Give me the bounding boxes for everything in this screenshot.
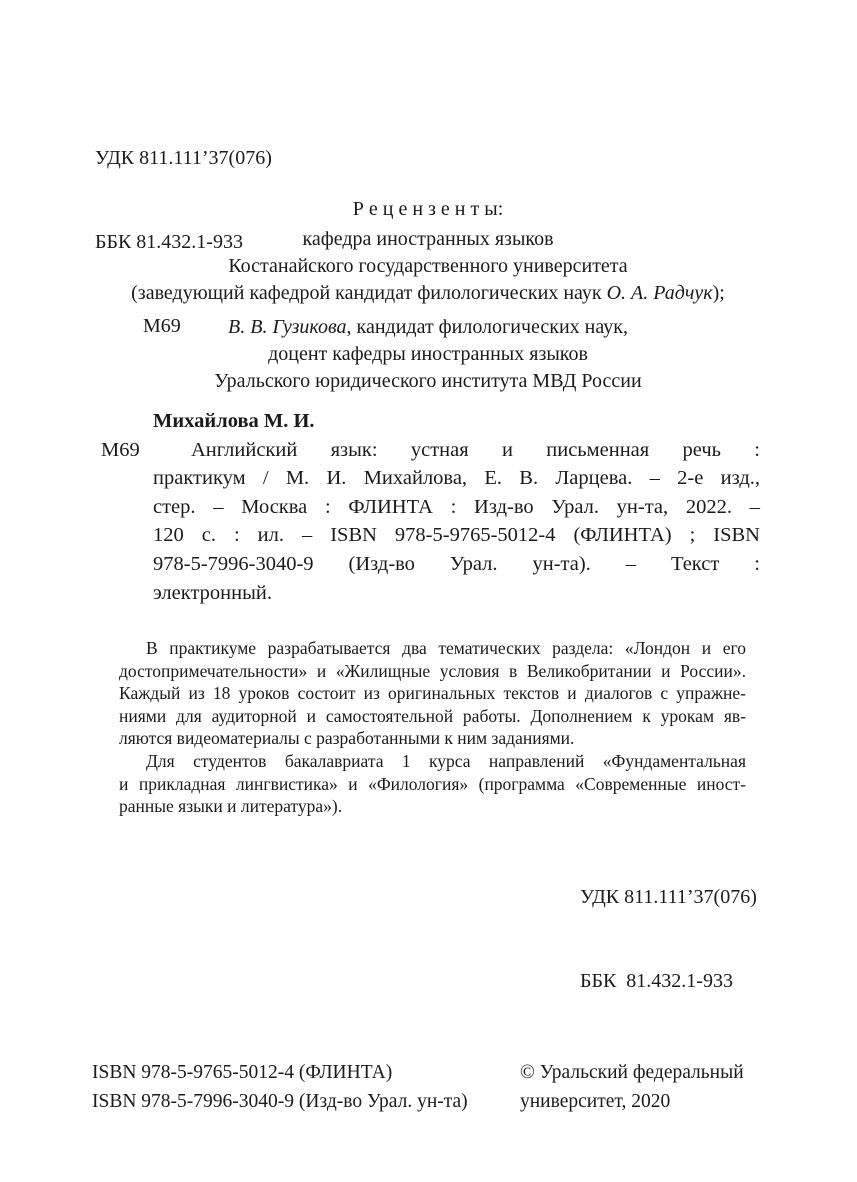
reviewer-name: В. В. Гузикова [228, 316, 347, 338]
reviewer-degree: , кандидат филологических наук, [346, 316, 628, 338]
author-sign-entry: М69 [101, 438, 140, 461]
isbn-block [92, 1058, 520, 1116]
udk-code-bottom: УДК 811.111’37(076) [580, 886, 757, 908]
annotation-line: и прикладная лингвистика» и «Филология» (программа «Современные иност- [119, 773, 746, 794]
reviewer-head-line [95, 280, 761, 307]
reviewer-head-suffix: ); [712, 282, 725, 304]
annotation-line: Для студентов бакалавриата 1 курса направлений «Фундаментальная [146, 750, 746, 771]
bib-line: 120 с. : ил. – ISBN 978-5-9765-5012-4 (ФЛИНТА) ; ISBN [153, 524, 760, 547]
bib-line: электронный. [153, 581, 272, 604]
bibliographic-entry [95, 407, 761, 607]
reviewers-block [95, 196, 761, 395]
annotation-block [119, 637, 746, 818]
annotation-line: ляются видеоматериалы с разработанными к ним заданиями. [119, 728, 575, 749]
bib-line: Английский язык: устная и письменная речь : [191, 438, 760, 461]
copyright-line: © Уральский федеральный [520, 1062, 744, 1083]
bibliographic-description [101, 436, 760, 608]
isbn-flinta: ISBN 978-5-9765-5012-4 (ФЛИНТА) [92, 1062, 393, 1083]
annotation-line: В практикуме разрабатывается два тематических раздела: «Лондон и его [146, 638, 746, 658]
bbk-code-bottom: ББК 81.432.1-933 [580, 970, 733, 992]
reviewer-position-line: доцент кафедры иностранных языков [268, 343, 588, 365]
author-sign-top: М69 [143, 315, 181, 337]
annotation-line: ранные языки и литература»). [119, 796, 343, 817]
bib-line: практикум / М. И. Михайлова, Е. В. Ларцева. – 2-е изд., [153, 467, 760, 490]
copyright-line: университет, 2020 [520, 1091, 671, 1112]
copyright-block [520, 1058, 762, 1116]
udk-code-top: УДК 811.111’37(076) [95, 147, 272, 169]
bbk-code-top: ББК 81.432.1-933 [95, 231, 243, 253]
bottom-classification-codes [580, 827, 757, 1051]
imprint-footer [92, 1058, 762, 1116]
reviewer-second-block [95, 314, 761, 395]
annotation-paragraph-1 [119, 637, 746, 750]
reviewer-org-line: Костанайского государственного университета [228, 255, 628, 277]
annotation-line: Каждый из 18 уроков состоит из оригинальных текстов и диалогов с упражне- [119, 683, 746, 704]
isbn-ural: ISBN 978-5-7996-3040-9 (Изд-во Урал. ун-та) [92, 1091, 468, 1112]
book-author: Михайлова М. И. [153, 410, 315, 432]
reviewer-name-line [95, 314, 761, 341]
reviewer-org-line: кафедра иностранных языков [302, 228, 554, 250]
reviewer-head-name: О. А. Радчук [606, 282, 713, 304]
reviewers-heading: Р е ц е н з е н т ы: [352, 198, 504, 220]
annotation-line: достопримечательности» и «Жилищные условия в Великобритании и России». [119, 660, 746, 681]
annotation-line: ниями для аудиторной и самостоятельной работы. Дополнением к урокам яв- [119, 705, 746, 726]
annotation-paragraph-2 [119, 750, 746, 818]
bib-line: стер. – Москва : ФЛИНТА : Изд-во Урал. ун-та, 2022. – [153, 495, 760, 518]
bib-line: 978-5-7996-3040-9 (Изд-во Урал. ун-та). – Текст : [153, 552, 760, 575]
reviewer-institute-line: Уральского юридического института МВД России [214, 370, 642, 392]
reviewer-head-prefix: (заведующий кафедрой кандидат филологических наук [131, 282, 607, 304]
